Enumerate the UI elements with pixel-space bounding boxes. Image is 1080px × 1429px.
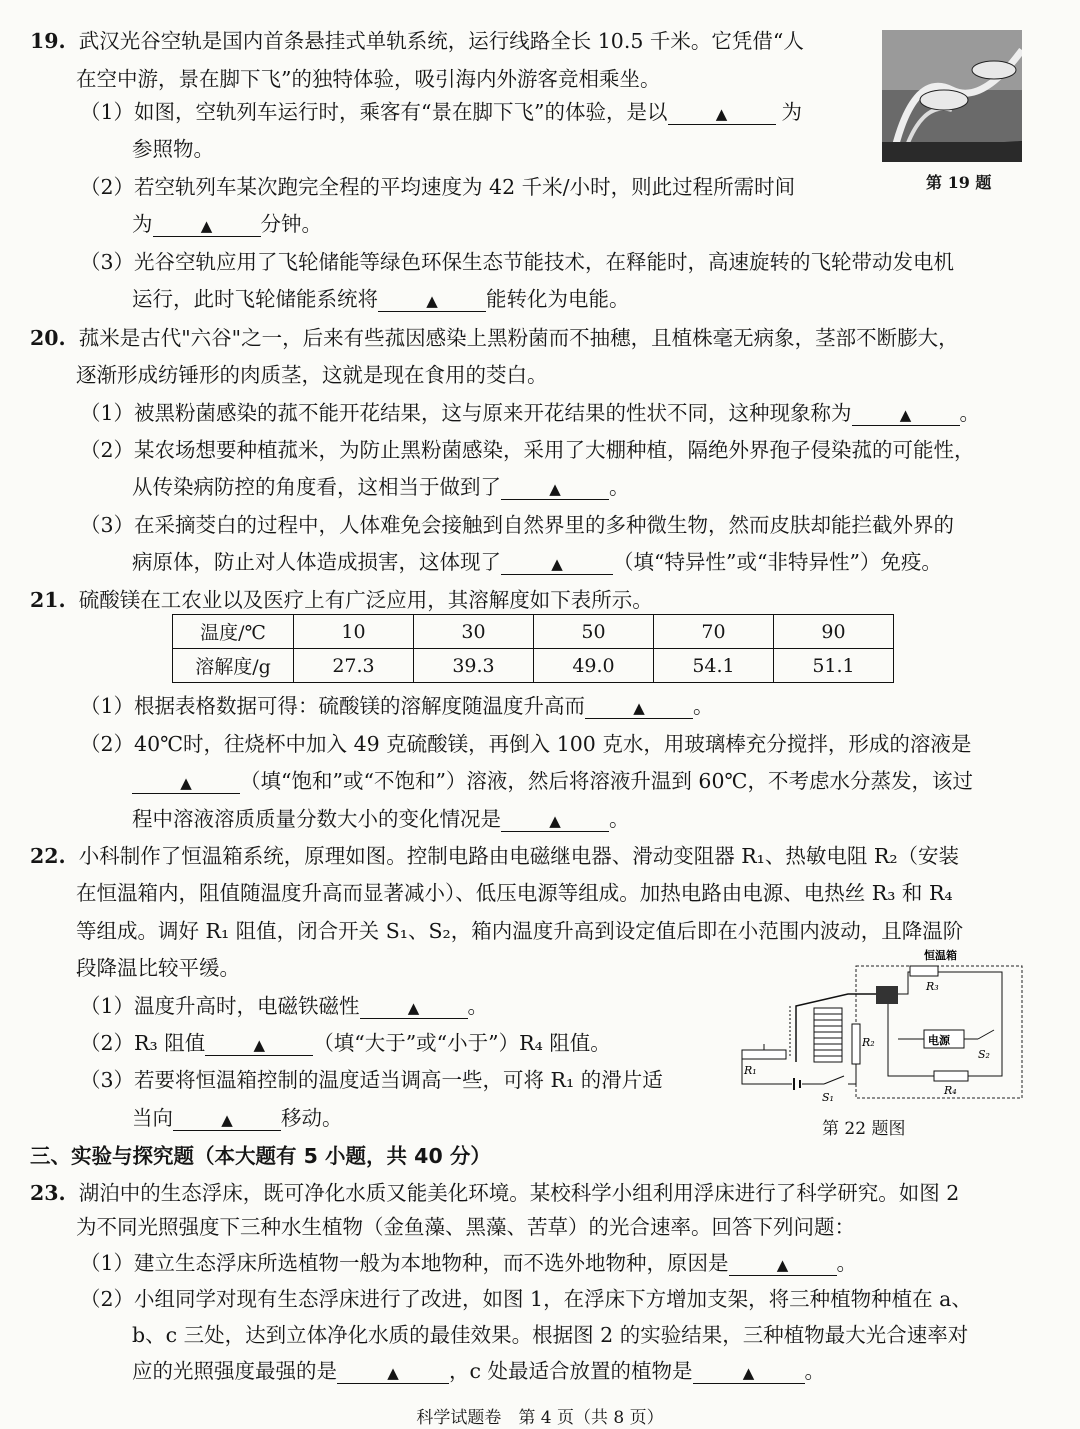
q23-blank2[interactable]: ▲ [337,1360,449,1384]
thermistor-r2 [852,1024,860,1064]
q21-blank3[interactable]: ▲ [501,808,609,832]
q22-blank1[interactable]: ▲ [360,995,468,1019]
q22-stem-line4: 段降温比较平缓。 [76,956,240,980]
incubator-label: 恒温箱 [924,949,957,962]
q19-stem-line1 [30,30,804,54]
q20-blank2[interactable]: ▲ [501,476,609,500]
table-cell: 10 [294,615,414,649]
table-cell: 70 [654,615,774,649]
table-cell: 49.0 [534,649,654,683]
q23-stem-line1: 23. 湖泊中的生态浮床，既可净化水质又能美化环境。某校科学小组利用浮床进行了科学研究。如图 2 [30,1181,960,1205]
q22-stem-line2: 在恒温箱内，阻值随温度升高而显著减小）、低压电源等组成。加热电路由电源、电热丝 R₃ 和 R₄ [76,881,953,905]
page-footer: 科学试题卷 第 4 页（共 8 页） [416,1408,664,1428]
q19-stem-line2: 在空中游，景在脚下飞”的独特体验，吸引海内外游客竞相乘坐。 [76,67,661,91]
rheostat-r1 [742,1050,786,1059]
label-s1: S₁ [822,1091,834,1104]
q19-p1-text: （1）如图，空轨列车运行时，乘客有“景在脚下飞”的体验，是以 [80,100,668,124]
table-header-temperature: 温度/℃ [173,615,294,649]
q23-part2-cont: b、c 三处，达到立体净化水质的最佳效果。根据图 2 的实验结果，三种植物最大光合速率对 [132,1323,969,1347]
section-3-heading: 三、实验与探究题（本大题有 5 小题，共 40 分） [30,1144,491,1168]
q22-caption: 第 22 题图 [822,1119,906,1139]
q19-blank2[interactable]: ▲ [153,213,261,237]
switch-s2 [978,1030,994,1039]
q19-part2: （2）若空轨列车某次跑完全程的平均速度为 42 千米/小时，则此过程所需时间 [80,175,796,199]
q20-blank1[interactable]: ▲ [852,402,960,426]
q22-circuit-diagram [738,946,1028,1106]
heater-r4 [934,1071,968,1081]
table-cell: 54.1 [654,649,774,683]
table-row-temperature [173,615,894,649]
label-r3: R₃ [926,980,939,993]
q23-blank3[interactable]: ▲ [693,1360,805,1384]
q22-part3: （3）若要将恒温箱控制的温度适当调高一些，可将 R₁ 的滑片适 [80,1068,663,1092]
q19-caption: 第 19 题 [926,173,992,192]
q19-part2-cont: 为 ▲ 分钟。 [132,212,322,236]
table-header-solubility: 溶解度/g [173,649,294,683]
q20-stem-line2: 逐渐形成纺锤形的肉质茎，这就是现在食用的茭白。 [76,363,548,387]
q22-blank3[interactable]: ▲ [173,1107,281,1131]
q19-p1-suffix: 为 [781,100,803,124]
relay-contacts [876,986,898,1004]
q21-blank1[interactable]: ▲ [585,695,693,719]
q19-skyrail-photo [882,30,1022,162]
q20-blank3[interactable]: ▲ [501,551,613,575]
label-r2: R₂ [862,1036,875,1049]
heater-r3 [910,966,938,976]
q21-blank2[interactable]: ▲ [132,770,240,794]
solubility-table [172,614,894,683]
label-r4: R₄ [944,1084,957,1097]
q21-part2-cont2: 程中溶液溶质质量分数大小的变化情况是 ▲ 。 [132,807,630,831]
q23-part2: （2）小组同学对现有生态浮床进行了改进，如图 1，在浮床下方增加支架，将三种植物种植在 a、 [80,1287,972,1311]
q19-blank1[interactable]: ▲ [668,101,776,125]
q23-number: 23. [30,1181,66,1205]
q22-stem-line1: 22. 小科制作了恒温箱系统，原理如图。控制电路由电磁继电器、滑动变阻器 R₁、热敏电阻 R₂（安装 [30,844,960,868]
table-cell: 90 [774,615,894,649]
q23-part1: （1）建立生态浮床所选植物一般为本地物种，而不选外地物种，原因是 ▲ 。 [80,1251,858,1275]
q22-part1: （1）温度升高时，电磁铁磁性 ▲ 。 [80,994,489,1018]
q22-part3-cont: 当向 ▲ 移动。 [132,1106,343,1130]
table-cell: 50 [534,615,654,649]
table-cell: 27.3 [294,649,414,683]
q21-part2-cont: ▲ （填“饱和”或“不饱和”）溶液，然后将溶液升温到 60℃，不考虑水分蒸发，该过 [132,770,973,794]
table-cell: 39.3 [414,649,534,683]
q20-part3: （3）在采摘茭白的过程中，人体难免会接触到自然界里的多种微生物，然而皮肤却能拦截外界的 [80,513,955,537]
table-row-solubility [173,649,894,683]
label-s2: S₂ [978,1048,990,1061]
q22-stem-line3: 等组成。调好 R₁ 阻值，闭合开关 S₁、S₂，箱内温度升高到设定值后即在小范围内波动，且降温阶 [76,919,964,943]
q21-number: 21. [30,588,66,612]
q21-part1: （1）根据表格数据可得：硫酸镁的溶解度随温度升高而 ▲ 。 [80,694,714,718]
q19-blank3[interactable]: ▲ [378,288,486,312]
q23-blank1[interactable]: ▲ [729,1252,837,1276]
q23-stem-line2: 为不同光照强度下三种水生植物（金鱼藻、黑藻、苦草）的光合速率。回答下列问题： [76,1215,855,1239]
q19-part1 [80,101,802,125]
q19-part3-cont: 运行，此时飞轮储能系统将 ▲ 能转化为电能。 [132,287,630,311]
q20-part2: （2）某农场想要种植菰米，为防止黑粉菌感染，采用了大棚种植，隔绝外界孢子侵染菰的可能性， [80,438,975,462]
q22-blank2[interactable]: ▲ [205,1032,313,1056]
q23-part2-cont2: 应的光照强度最强的是 ▲ ，c 处最适合放置的植物是 ▲ 。 [132,1359,825,1383]
q20-number: 20. [30,326,66,350]
q19-stem1: 武汉光谷空轨是国内首条悬挂式单轨系统，运行线路全长 10.5 千米。它凭借“人 [78,29,804,53]
q20-part1: （1）被黑粉菌感染的菰不能开花结果，这与原来开花结果的性状不同，这种现象称为 ▲ 。 [80,401,981,425]
q20-part2-cont: 从传染病防控的角度看，这相当于做到了 ▲ 。 [132,475,630,499]
q21-part2: （2）40℃时，往烧杯中加入 49 克硫酸镁，再倒入 100 克水，用玻璃棒充分搅拌，形成的溶液是 [80,732,972,756]
q21-stem: 21. 硫酸镁在工农业以及医疗上有广泛应用，其溶解度如下表所示。 [30,588,653,612]
q19-part1-cont: 参照物。 [132,137,214,161]
switch-s1 [824,1076,844,1084]
q22-number: 22. [30,844,66,868]
label-r1: R₁ [744,1064,757,1077]
table-cell: 30 [414,615,534,649]
electromagnet [814,1008,842,1062]
q19-number: 19. [30,29,66,53]
q20-stem-line1: 20. 菰米是古代"六谷"之一，后来有些菰因感染上黑粉菌而不抽穗，且植株毫无病象，茎部不断膨大， [30,326,959,350]
q22-part2: （2）R₃ 阻值 ▲ （填“大于”或“小于”）R₄ 阻值。 [80,1031,611,1055]
q19-part3: （3）光谷空轨应用了飞轮储能等绿色环保生态节能技术，在释能时，高速旋转的飞轮带动发电机 [80,250,955,274]
table-cell: 51.1 [774,649,894,683]
q20-part3-cont: 病原体，防止对人体造成损害，这体现了 ▲ （填“特异性”或“非特异性”）免疫。 [132,550,942,574]
power-label: 电源 [928,1034,950,1047]
